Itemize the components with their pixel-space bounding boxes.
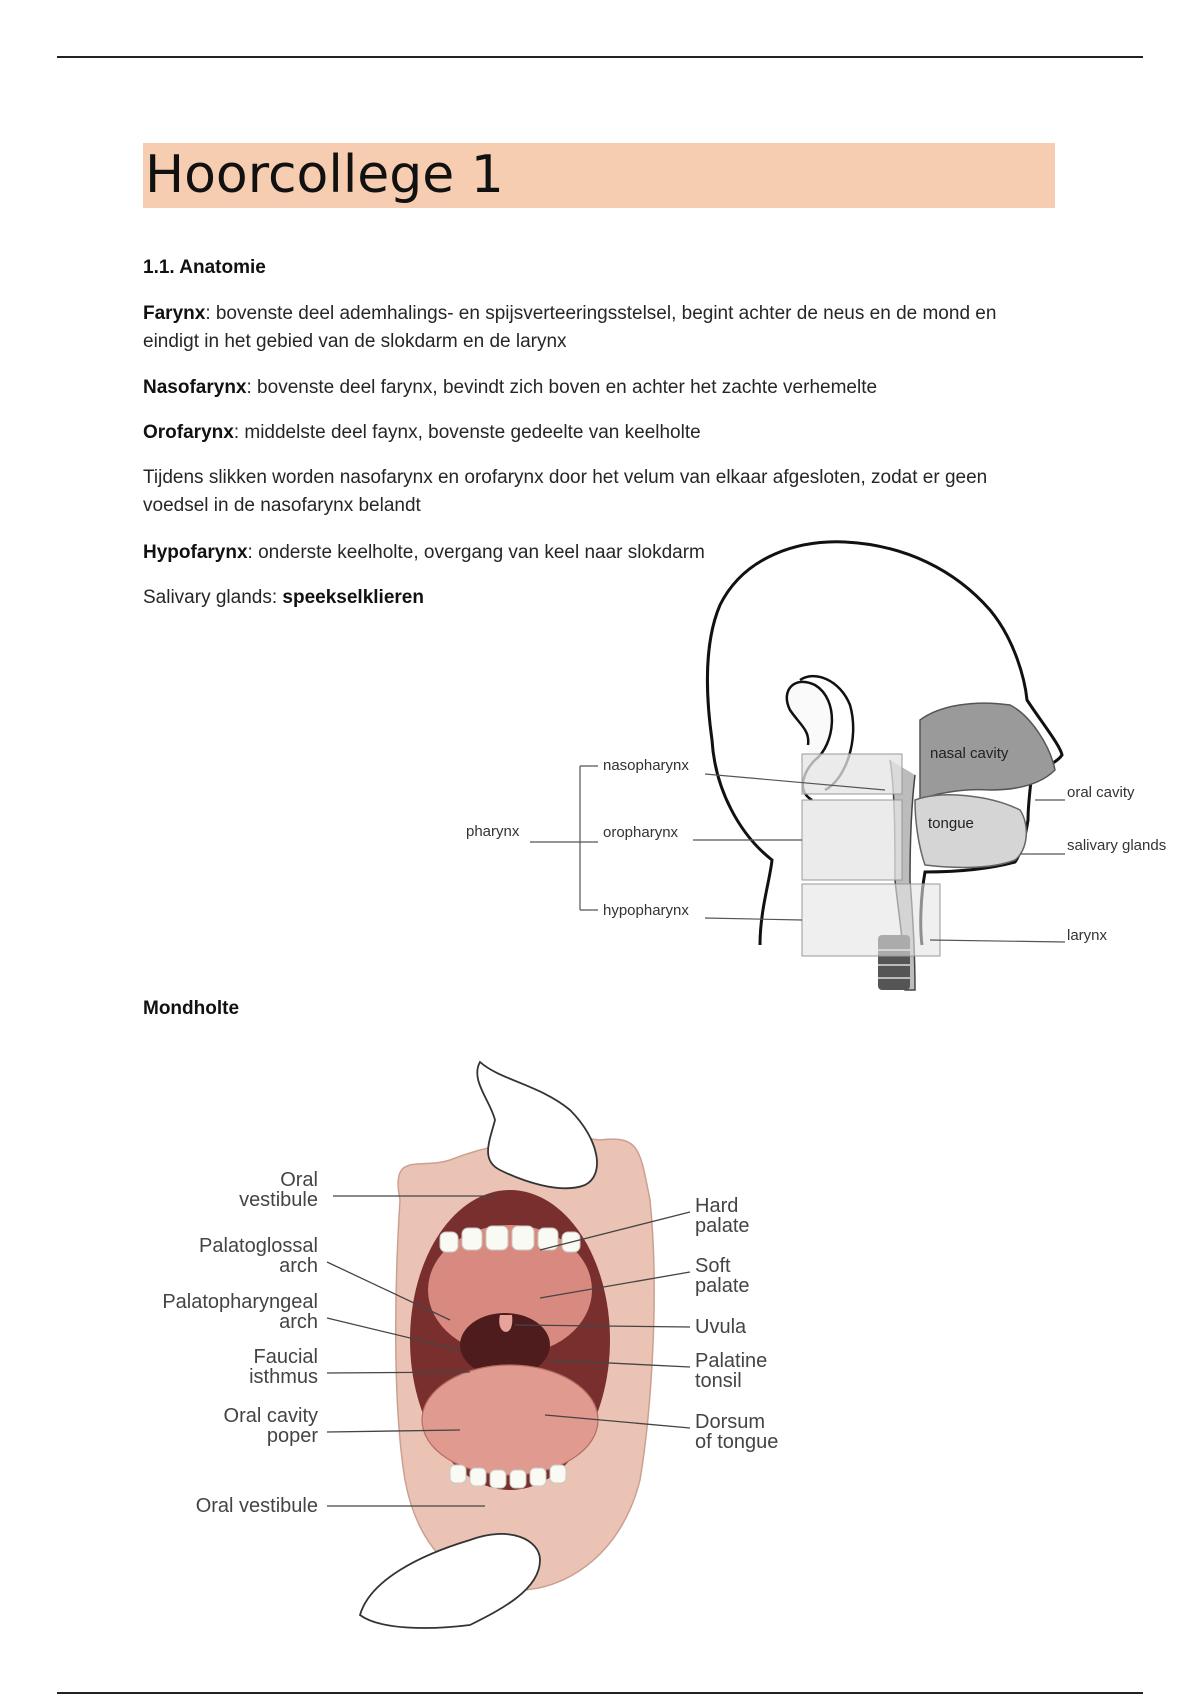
mouth-label-right-4 xyxy=(695,1411,778,1453)
mouth-label-line: tonsil xyxy=(695,1370,742,1392)
definition: : bovenste deel ademhalings- en spijsverteeringsstelsel, begint achter de neus en de mond en eindigt in het gebied van de slokdarm en de larynx xyxy=(143,303,997,352)
definition: : bovenste deel farynx, bevindt zich boven en achter het zachte verhemelte xyxy=(246,377,878,398)
prefix: Salivary glands: xyxy=(143,587,283,608)
lower-glove xyxy=(360,1534,540,1628)
mouth-label-line: Dorsum xyxy=(695,1411,766,1433)
mouth-labels-left xyxy=(162,1169,318,1517)
mouth-label-right-3 xyxy=(695,1350,767,1392)
mouth-label-line: isthmus xyxy=(249,1366,318,1388)
mouth-label-line: arch xyxy=(279,1311,318,1333)
mouth-label-line: Oral vestibule xyxy=(195,1495,318,1517)
label-salivary-glands: salivary glands xyxy=(1067,837,1167,854)
label-pharynx: pharynx xyxy=(466,823,520,840)
label-larynx: larynx xyxy=(1067,927,1108,944)
definition: : middelste deel faynx, bovenste gedeelte van keelholte xyxy=(233,422,701,443)
mouth-label-line: Uvula xyxy=(695,1316,747,1338)
mouth-label-line: Palatoglossal xyxy=(199,1235,318,1257)
mouth-label-line: of tongue xyxy=(695,1431,779,1453)
label-tongue: tongue xyxy=(928,815,974,832)
mouth-label-line: Hard xyxy=(695,1195,739,1217)
mouth-label-left-2 xyxy=(162,1291,318,1333)
bottom-rule xyxy=(57,1692,1143,1694)
label-oral-cavity: oral cavity xyxy=(1067,784,1135,801)
mouth-label-line: arch xyxy=(279,1255,318,1277)
tongue xyxy=(422,1365,598,1475)
definition: : onderste keelholte, overgang van keel naar slokdarm xyxy=(247,542,705,563)
mouth-label-right-1 xyxy=(695,1255,750,1297)
mouth-label-line: vestibule xyxy=(239,1189,318,1211)
mouth-label-left-4 xyxy=(224,1405,319,1447)
mouth-label-right-0 xyxy=(695,1195,750,1237)
term: speekselklieren xyxy=(282,587,424,608)
paragraph-text: Tijdens slikken worden nasofarynx en orofarynx door het velum van elkaar afgesloten, zodat er geen voedsel in de nasofarynx belandt xyxy=(143,467,988,516)
mouth-label-line: palate xyxy=(695,1215,750,1237)
mouth-label-line: Faucial xyxy=(253,1346,318,1368)
term: Hypofarynx xyxy=(143,542,248,563)
term: Orofarynx xyxy=(143,422,234,443)
label-hypopharynx: hypopharynx xyxy=(603,902,689,919)
mouth-label-line: poper xyxy=(266,1425,318,1447)
mouth-labels-right xyxy=(695,1195,778,1453)
label-oropharynx: oropharynx xyxy=(603,824,679,841)
subheading-mondholte: Mondholte xyxy=(143,998,240,1019)
mouth-label-line: Oral xyxy=(280,1169,318,1191)
mouth-label-line: Soft xyxy=(695,1255,731,1277)
label-nasopharynx: nasopharynx xyxy=(603,757,689,774)
mouth-label-right-2 xyxy=(695,1316,747,1338)
label-nasal-cavity: nasal cavity xyxy=(930,745,1009,762)
mouth-label-left-0 xyxy=(239,1169,318,1211)
mouth-label-line: Oral cavity xyxy=(223,1405,318,1427)
mouth-label-line: Palatine xyxy=(695,1350,768,1372)
mouth-label-left-5 xyxy=(196,1495,318,1517)
term: Farynx xyxy=(143,303,206,324)
mouth-label-line: Palatopharyngeal xyxy=(162,1291,318,1313)
mouth-label-line: palate xyxy=(695,1275,750,1297)
mouth-label-left-1 xyxy=(199,1235,318,1277)
page-title: Hoorcollege 1 xyxy=(145,145,504,205)
section-heading: 1.1. Anatomie xyxy=(143,257,266,278)
mouth-label-left-3 xyxy=(249,1346,318,1388)
term: Nasofarynx xyxy=(143,377,247,398)
